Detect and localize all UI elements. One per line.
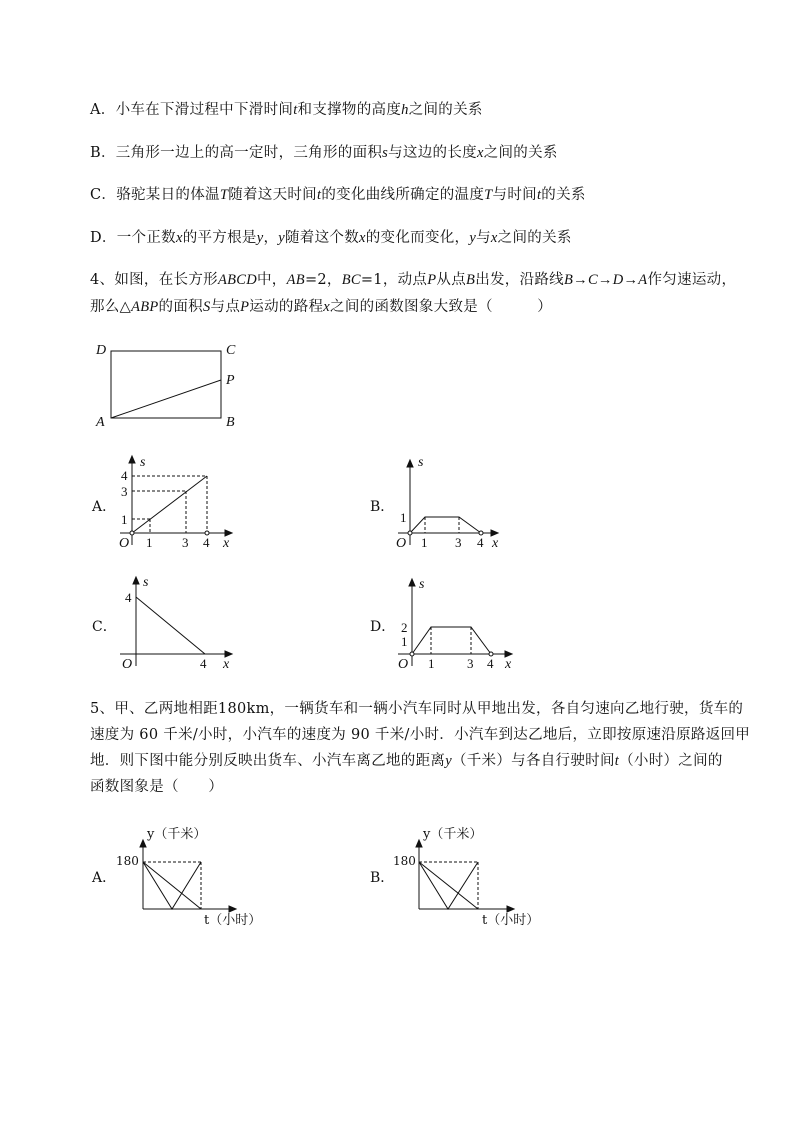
q4-option-d-label[interactable]: D． [370, 619, 396, 635]
q4-graph-a [120, 456, 232, 545]
origin-label: O [122, 657, 133, 672]
axis-s-label: s [419, 577, 425, 592]
q5-a-tick-180: 180 [116, 854, 139, 868]
point-c-label: C [226, 343, 236, 358]
y-axis-arrow [416, 840, 422, 847]
tick-label: 1 [428, 656, 435, 671]
q5-stem-line-4: 函数图象是（ ） [90, 779, 224, 795]
q3-option-b: B．三角形一边上的高一定时，三角形的面积s与这边的长度x之间的关系 [90, 145, 558, 161]
axis-s-label: s [140, 455, 146, 470]
y-axis-arrow [129, 456, 135, 463]
q5-b-ylabel: y（千米） [423, 827, 483, 842]
point-b-label: B [226, 415, 235, 430]
q3-option-d: D．一个正数x的平方根是y，y随着这个数x的变化而变化，y与x之间的关系 [90, 230, 572, 246]
open-point [408, 531, 412, 535]
q4-option-c-label[interactable]: C． [92, 619, 117, 635]
q5-option-a-label[interactable]: A． [92, 870, 117, 886]
graph-line [410, 517, 481, 533]
rectangle-abcd [111, 351, 221, 418]
y-axis-arrow [407, 460, 413, 467]
origin-label: O [398, 657, 409, 672]
y-axis-arrow [140, 840, 146, 847]
q5-graph-a [140, 840, 236, 912]
q5-stem-line-3: 地．则下图中能分别反映出货车、小汽车离乙地的距离y（千米）与各自行驶时间t（小时）之间的 [90, 753, 723, 769]
q5-graph-b [416, 840, 514, 912]
q4-graph-c [120, 577, 232, 666]
q4-stem-line-2: 那么△ABP的面积S与点P运动的路程x之间的函数图象大致是（ ） [90, 299, 553, 315]
truck-line [143, 862, 201, 909]
tick-label: 1 [146, 535, 153, 550]
tick-label: 3 [467, 656, 474, 671]
truck-line [419, 862, 478, 909]
axis-x-label: x [492, 536, 499, 551]
graph-line [136, 597, 205, 654]
axis-s-label: s [143, 575, 149, 590]
q5-a-xlabel: t（小时） [204, 913, 262, 928]
rectangle-figure [111, 351, 221, 418]
tick-label: 1 [400, 510, 407, 525]
tick-label: 4 [200, 656, 207, 671]
origin-label: O [396, 536, 407, 551]
point-d-label: D [96, 343, 107, 358]
q5-stem-line-1: 5、甲、乙两地相距180km，一辆货车和一辆小汽车同时从甲地出发，各自匀速向乙地行驶，货车的 [90, 701, 744, 717]
origin-label: O [119, 536, 130, 551]
q5-stem-line-2: 速度为 60 千米/小时，小汽车的速度为 90 千米/小时．小汽车到达乙地后，立即按原速沿原路返回甲 [90, 727, 751, 743]
tick-label: 3 [121, 484, 128, 499]
y-axis-arrow [409, 579, 415, 586]
tick-label: 4 [487, 656, 494, 671]
tick-label: 1 [121, 512, 128, 527]
graph-line [412, 627, 491, 654]
tick-label: 1 [421, 535, 428, 550]
axis-x-label: x [505, 657, 512, 672]
point-p-label: P [226, 373, 235, 388]
tick-label: 2 [401, 620, 408, 635]
open-point [130, 531, 134, 535]
q3-option-a: A．小车在下滑过程中下滑时间t和支撑物的高度h之间的关系 [90, 102, 483, 118]
q4-graph-d [398, 579, 512, 666]
tick-label: 4 [477, 535, 484, 550]
tick-label: 3 [455, 535, 462, 550]
segment-ap [111, 380, 221, 418]
tick-label: 4 [125, 590, 132, 605]
q4-option-a-label[interactable]: A． [92, 499, 117, 515]
q5-a-ylabel: y（千米） [147, 827, 207, 842]
q5-b-tick-180: 180 [393, 854, 416, 868]
q5-option-b-label[interactable]: B． [370, 870, 395, 886]
q4-stem-line-1: 4、如图，在长方形ABCD中，AB=2，BC=1，动点P从点B出发，沿路线B→C→D→A作匀速运动， [90, 272, 737, 288]
axis-x-label: x [223, 657, 230, 672]
tick-label: 3 [182, 535, 189, 550]
q4-graph-b [398, 460, 498, 545]
point-a-label: A [96, 415, 105, 430]
open-point [410, 652, 414, 656]
graph-line [132, 476, 207, 533]
axis-s-label: s [418, 455, 424, 470]
y-axis-arrow [133, 577, 139, 584]
tick-label: 4 [121, 468, 128, 483]
tick-label: 4 [203, 535, 210, 550]
q4-option-b-label[interactable]: B． [370, 499, 395, 515]
q3-option-c: C．骆驼某日的体温T随着这天时间t的变化曲线所确定的温度T与时间t的关系 [90, 187, 586, 203]
tick-label: 1 [401, 634, 408, 649]
axis-x-label: x [223, 536, 230, 551]
q5-b-xlabel: t（小时） [482, 913, 540, 928]
